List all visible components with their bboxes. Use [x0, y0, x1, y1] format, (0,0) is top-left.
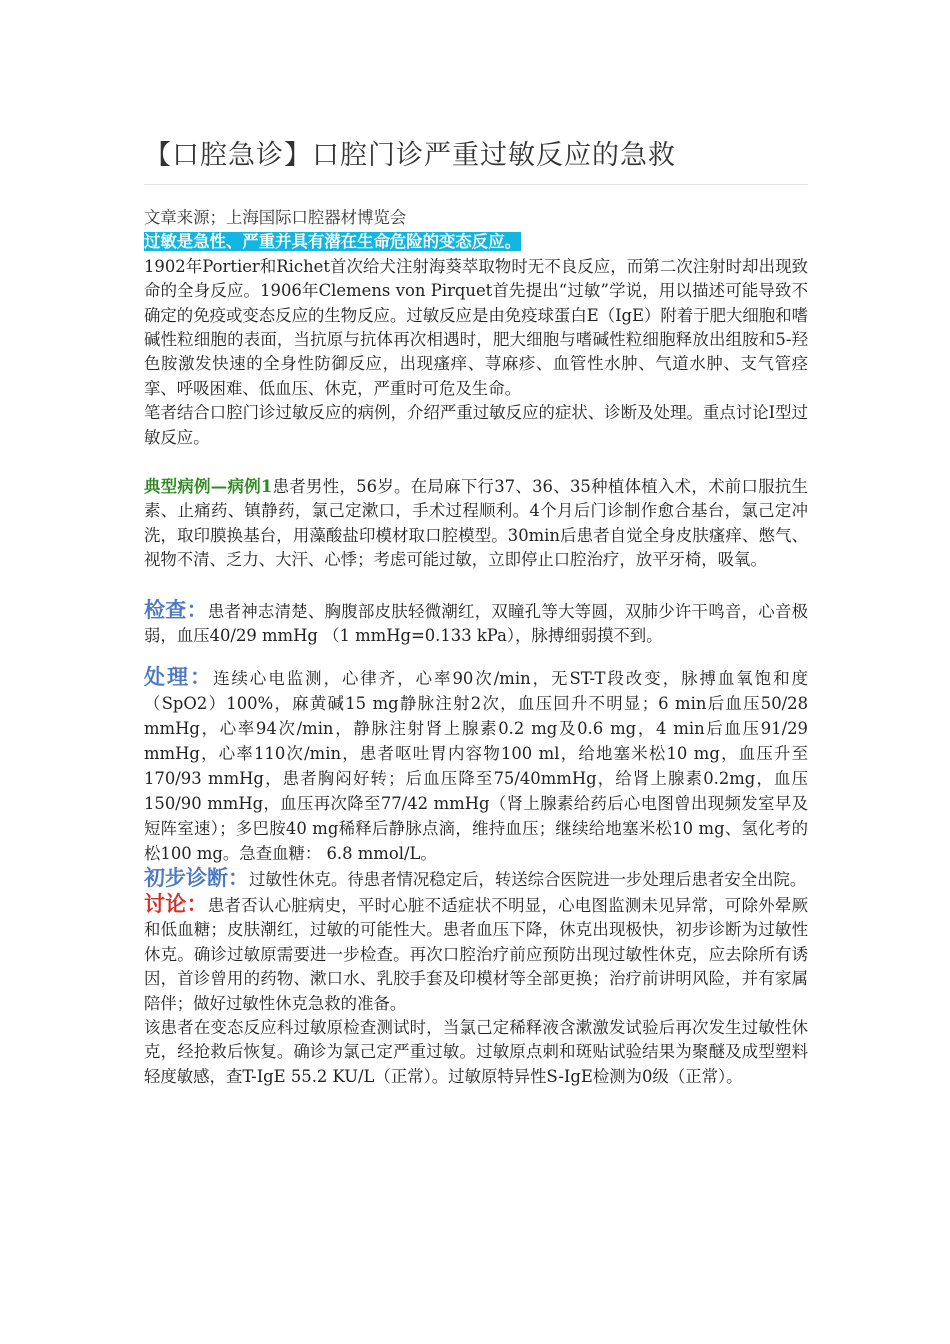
discussion-paragraph — [144, 892, 808, 1016]
intro-paragraph-1: 1902年Portier和Richet首次给犬注射海葵萃取物时无不良反应，而第二次注射时却出现致命的全身反应。1906年Clemens von Pirquet首先提出“过敏”学说，用以描述可能导致不确定的免疫或变态反应的生物反应。过敏反应是由免疫球蛋白E（IgE）附着于肥大细胞和嗜碱性粒细胞的表面，当抗原与抗体再次相遇时，肥大细胞与嗜碱性粒细胞释放出组胺和5-羟色胺激发快速的全身性防御反应，出现瘙痒、荨麻疹、血管性水肿、气道水肿、支气管痉挛、呼吸困难、低血压、休克，严重时可危及生命。 — [144, 256, 808, 398]
case-text: 患者男性，56岁。在局麻下行37、36、35种植体植入术，术前口服抗生素、止痛药、镇静药，氯己定漱口，手术过程顺利。4个月后门诊制作愈合基台，氯己定冲洗，取印膜换基台，用藻酸盐印模材取口腔模型。30min后患者自觉全身皮肤瘙痒、憋气、视物不清、乏力、大汗、心悸；考虑可能过敏，立即停止口腔治疗，放平牙椅，吸氧。 — [144, 477, 808, 570]
case-number: 1 — [260, 477, 273, 497]
diagnosis-heading: 初步诊断： — [144, 864, 249, 890]
highlight-text: 过敏是急性、严重并具有潜在生命危险的变态反应。 — [144, 232, 521, 252]
discussion-paragraph-2: 该患者在变态反应科过敏原检查测试时，当氯己定稀释液含漱激发试验后再次发生过敏性休克，经抢救后恢复。确诊为氯己定严重过敏。过敏原点刺和斑贴试验结果为聚醚及成型塑料轻度敏感，查T-IgE 55.2 KU/L（正常）。过敏原特异性S-IgE检测为0级（正常）。 — [144, 1017, 808, 1086]
treatment-heading: 处理： — [144, 663, 214, 689]
treatment-paragraph — [144, 664, 808, 866]
highlight-line — [144, 230, 808, 254]
spacer — [144, 649, 808, 664]
diagnosis-text: 过敏性休克。待患者情况稳定后，转送综合医院进一步处理后患者安全出院。 — [249, 869, 807, 889]
spacer — [144, 450, 808, 475]
exam-heading: 检查： — [144, 596, 208, 622]
exam-text: 患者神志清楚、胸腹部皮肤轻微潮红，双瞳孔等大等圆，双肺少许干鸣音，心音极弱，血压40/29 mmHg （1 mmHg=0.133 kPa），脉搏细弱摸不到。 — [144, 601, 809, 646]
discussion-text: 患者否认心脏病史，平时心脏不适症状不明显，心电图监测未见异常，可除外晕厥和低血糖；皮肤潮红，过敏的可能性大。患者血压下降，休克出现极快，初步诊断为过敏性休克。确诊过敏原需要进一步检查。再次口腔治疗前应预防出现过敏性休克，应去除所有诱因，首诊曾用的药物、漱口水、乳胶手套及印模材等全部更换；治疗前讲明风险，并有家属陪伴；做好过敏性休克急救的准备。 — [144, 895, 809, 1013]
diagnosis-paragraph — [144, 866, 808, 892]
case-heading: 典型病例—病例 — [144, 477, 261, 497]
title-divider — [144, 184, 808, 185]
intro-paragraph-2: 笔者结合口腔门诊过敏反应的病例，介绍严重过敏反应的症状、诊断及处理。重点讨论I型过敏反应。 — [144, 403, 808, 447]
page-title: 【口腔急诊】口腔门诊严重过敏反应的急救 — [144, 140, 676, 171]
exam-paragraph — [144, 598, 808, 649]
treatment-text: 连续心电监测，心律齐，心率90次/min，无ST-T段改变，脉搏血氧饱和度（SpO2）100%，麻黄碱15 mg静脉注射2次，血压回升不明显；6 min后血压50/28 mmHg，心率94次/min，静脉注射肾上腺素0.2 mg及0.6 mg，4 min后血压91/29 mmHg，心率110次/min，患者呕吐胃内容物100 ml，给地塞米松10 mg，血压升至170/93 mmHg，患者胸闷好转；后血压降至75/40mmHg，给肾上腺素0.2mg，血压150/90 mmHg，血压再次降至77/42 mmHg（肾上腺素给药后心电图曾出现频发室早及短阵室速）；多巴胺40 mg稀释后静脉点滴，维持血压；继续给地塞米松10 mg、氢化考的松100 mg。急查血糖： 6.8 mmol/L。 — [144, 668, 808, 863]
case-paragraph — [144, 475, 808, 573]
article-body — [144, 206, 808, 1089]
discussion-heading: 讨论： — [144, 890, 208, 916]
source-line: 文章来源；上海国际口腔器材博览会 — [144, 208, 407, 227]
spacer — [144, 573, 808, 598]
